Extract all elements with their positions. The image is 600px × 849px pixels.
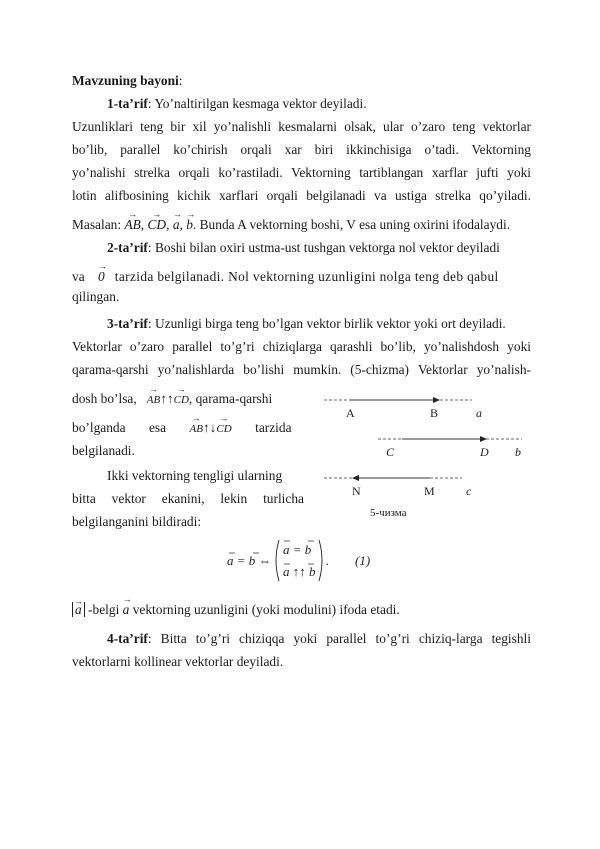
paragraph-line: belgilanganini bildiradi: (72, 514, 202, 529)
vector-label-c: c (466, 484, 472, 498)
definition-2: 2-ta’rif: Boshi bilan oxiri ustma-ust tushgan vektorga nol vektor deyiladi (107, 240, 500, 255)
equality-formula (225, 537, 425, 585)
formula-row-1: a = b (283, 542, 312, 557)
formula-lhs: a = b ⇔ (227, 553, 272, 568)
paragraph-line: yo’nalishi strelka orqali ko’rastiladi. Vektorning tartiblangan xarflar jufti yoki (72, 165, 531, 180)
point-label-d: D (480, 445, 489, 459)
figure-caption: 5-чизма (370, 507, 407, 519)
point-label-m: M (424, 484, 435, 498)
formula-dot: . (326, 553, 330, 568)
codirected-line: dosh bo’lsa, → AB↑↑→ CD, qarama-qarshi (72, 388, 304, 409)
definition-3: 3-ta’rif: Uzunligi birga teng bo’lgan vektor birlik vektor yoki ort deyiladi. (107, 316, 506, 331)
vector-symbol: → a (173, 213, 180, 234)
point-label-n: N (352, 484, 361, 498)
vector-diagram-5 (322, 392, 532, 522)
vector-symbol: → b (186, 213, 193, 234)
paragraph-line: qilingan. (72, 289, 120, 304)
paragraph-line: Uzunliklari teng bir xil yo’nalishli kesmalarni olsak, ular o’zaro teng vektorlar (72, 119, 531, 134)
vector-symbol: → AB (124, 213, 140, 234)
definition-4: 4-ta’rif: Bitta to’g’ri chiziqqa yoki parallel to’g’ri chiziq-larga tegishli (107, 631, 531, 646)
paragraph-line: Ikki vektorning tengligi ularning (107, 468, 283, 483)
paragraph-line: bitta vektor ekanini, lekin turlicha (72, 491, 304, 506)
paragraph-line: belgilanadi. (72, 443, 135, 458)
zero-vector-symbol: → 0 (98, 265, 105, 286)
arrow-head (352, 475, 359, 481)
paragraph-line: qarama-qarshi yo’nalishlarda bo’lishi mumkin. (5-chizma) Vektorlar yo’nalish- (72, 362, 531, 377)
definition-1: 1-ta’rif: Yo’naltirilgan kesmaga vektor deyiladi. (107, 96, 367, 111)
paragraph-line: bo’lib, parallel ko’chirish orqali xar biri ikkinchisiga o’tadi. Vektorning (72, 142, 531, 157)
arrow-head (433, 397, 440, 403)
vector-symbol: → CD (148, 213, 167, 234)
paragraph-line: Vektorlar o’zaro parallel to’g’ri chiziqlarga qarashli bo’lib, yo’nalishdosh yoki (72, 339, 531, 354)
paragraph-line: lotin alifbosining kichik xarflari orqali belgilanadi va ustiga strelka qo’yiladi. (72, 188, 531, 203)
opposite-line: bo’lganda esa → AB↑↓→ CD tarzida (72, 417, 304, 438)
example-line: Masalan: → AB, → CD, → a, → b. Bunda A vektorning boshi, V esa uning oxirini ifodalaydi. (72, 213, 531, 234)
arrow-head (480, 436, 487, 442)
vector-label-a: a (476, 406, 482, 420)
point-label-c: C (386, 445, 395, 459)
point-label-a-start: A (346, 406, 355, 420)
modulus-symbol: → a (72, 602, 85, 617)
formula-row-2: a ↑↑ b (283, 564, 316, 579)
modulus-line: → a -belgi → a vektorning uzunligini (yoki modulini) ifoda etadi. (72, 598, 531, 619)
formula-number: (1) (355, 553, 371, 568)
point-label-b-end: B (430, 406, 439, 420)
paragraph-line: va → 0 tarzida belgilanadi. Nol vektorning uzunligini nolga teng deb qabul (72, 265, 531, 286)
vector-label-b: b (515, 445, 521, 459)
section-heading: Mavzuning bayoni: (72, 73, 183, 88)
paragraph-line: vektorlarni kollinear vektorlar deyiladi. (72, 654, 284, 669)
